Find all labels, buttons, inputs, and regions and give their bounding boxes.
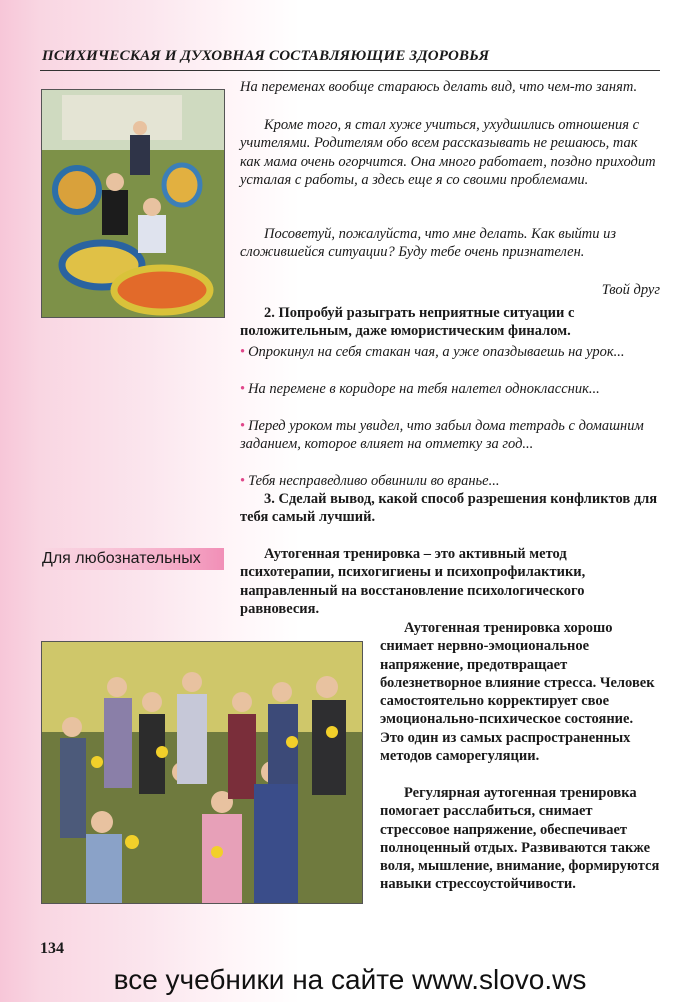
info-paragraph-1: Аутогенная тренировка – это активный метод психотерапии, психогигиены и психопрофилактики, направленный на восстановление психологического равновесия. [240,546,586,617]
task-bullet-2-text: На перемене в коридоре на тебя налетел одноклассник... [248,381,600,397]
letter-signature: Твой друг [601,282,660,298]
task-bullet-4-text: Тебя несправедливо обвинили во вранье... [248,473,500,489]
info-paragraph-2: Аутогенная тренировка хорошо снимает нервно-эмоциональное напряжение, предотвращает болезнетворное влияние стресса. Человек самостоятельно корректирует свое эмоционально-психическое состояние. Это один из самых распространенных методов саморегуляции. [380,620,655,765]
task-2: 2. Попробуй разыграть неприятные ситуации с положительным, даже юмористическим финалом. [240,305,575,340]
task-3: 3. Сделай вывод, какой способ разрешения конфликтов для тебя самый лучший. [240,491,658,526]
sidebar-label-curious: Для любознательных [40,548,224,570]
task-bullet-3 [240,417,660,454]
letter-paragraph-1: На переменах вообще стараюсь делать вид, что чем-то занят. [240,79,638,95]
info-paragraph-3: Регулярная аутогенная тренировка помогает расслабиться, снимает стрессовое напряжение, обеспечивает полноценный отдых. Развиваются также воля, мышление, внимание, формируются навыки стрессоустойчивости. [380,785,660,893]
letter-paragraph-2: Кроме того, я стал хуже учиться, ухудшились отношения с учителями. Родителям обо всем рассказывать не решаюсь, так как мама очень огорчится. Она много работает, поздно приходит усталая с работы, а здесь еще я со своими проблемами. [240,117,656,188]
task-bullet-4 [240,472,660,490]
task-bullet-1-text: Опрокинул на себя стакан чая, а уже опаздываешь на урок... [248,344,625,360]
page-number: 134 [40,940,64,957]
task-bullet-3-text: Перед уроком ты увидел, что забыл дома тетрадь с домашним заданием, которое влияет на отметку за год... [240,418,644,453]
task-bullet-1 [240,343,660,361]
photo-children-with-flowers-drawing [42,642,362,903]
photo-children-on-tires [41,89,225,318]
letter-paragraph-3: Посоветуй, пожалуйста, что мне делать. Как выйти из сложившейся ситуации? Буду тебе очень признателен. [240,226,617,261]
task-bullet-2 [240,380,660,398]
photo-children-with-flowers [41,641,363,904]
photo-children-on-tires-drawing [42,90,224,317]
running-header: ПСИХИЧЕСКАЯ И ДУХОВНАЯ СОСТАВЛЯЮЩИЕ ЗДОРОВЬЯ [42,48,490,64]
footer-watermark-text: все учебники на сайте www.slovo.ws [113,964,587,995]
